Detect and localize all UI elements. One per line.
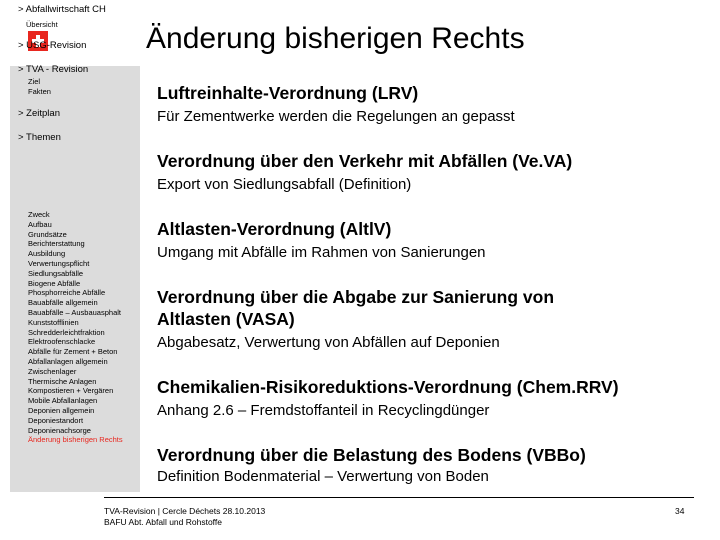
item-description: Abgabesatz, Verwertung von Abfällen auf Deponien [157, 334, 500, 351]
item-heading: Altlasten-Verordnung (AltlV) [157, 219, 392, 239]
content-item [157, 444, 586, 485]
topic-item[interactable]: Kompostieren + Vergären [28, 386, 114, 396]
topic-item[interactable]: Thermische Anlagen [28, 376, 97, 386]
nav-themen[interactable]: > Themen [18, 132, 61, 143]
topic-item[interactable]: Zweck [28, 210, 50, 219]
page-number: 34 [675, 506, 685, 516]
item-heading: Verordnung über den Verkehr mit Abfällen (Ve.VA) [157, 151, 573, 171]
nav-tva-revision[interactable]: > TVA - Revision [18, 64, 89, 75]
nav-zeitplan[interactable]: > Zeitplan [18, 108, 60, 119]
topic-item[interactable]: Aufbau [28, 219, 52, 229]
topic-item[interactable]: Abfallanlagen allgemein [28, 356, 108, 366]
item-description: Anhang 2.6 – Fremdstoffanteil in Recyclingdünger [157, 402, 490, 419]
content-item [157, 218, 486, 261]
item-description: Definition Bodenmaterial – Verwertung von Boden [157, 468, 489, 485]
item-description: Für Zementwerke werden die Regelungen an gepasst [157, 108, 515, 125]
topic-item[interactable]: Siedlungsabfälle [28, 268, 84, 278]
topic-item[interactable]: Ausbildung [28, 249, 66, 259]
footer [104, 506, 265, 527]
topic-item[interactable]: Biogene Abfälle [28, 278, 81, 288]
page-title: Änderung bisherigen Rechts [146, 22, 525, 55]
item-heading-line1: Verordnung über die Abgabe zur Sanierung von [157, 287, 555, 307]
topic-item[interactable]: Bauabfälle allgemein [28, 298, 98, 308]
topic-list [28, 210, 123, 445]
topic-item[interactable]: Kunststofflinien [28, 317, 79, 327]
content-item [157, 286, 554, 351]
item-heading-line2: Altlasten (VASA) [157, 309, 295, 329]
footer-org: BAFU Abt. Abfall und Rohstoffe [104, 516, 222, 527]
item-heading: Verordnung über die Belastung des Bodens (VBBo) [157, 445, 586, 465]
topic-item[interactable]: Phosphorreiche Abfälle [28, 288, 106, 298]
item-heading: Luftreinhalte-Verordnung (LRV) [157, 83, 419, 103]
nav-ziel[interactable]: Ziel [28, 77, 41, 86]
nav-fakten[interactable]: Fakten [28, 87, 51, 96]
item-heading: Chemikalien-Risikoreduktions-Verordnung (Chem.RRV) [157, 377, 619, 397]
item-description: Export von Siedlungsabfall (Definition) [157, 176, 412, 193]
topic-item[interactable]: Deponienachsorge [28, 425, 91, 435]
topic-item[interactable]: Zwischenlager [28, 366, 77, 376]
topic-item[interactable]: Deponien allgemein [28, 405, 95, 415]
content-item [157, 82, 515, 125]
topic-item[interactable]: Deponiestandort [28, 415, 84, 425]
footer-divider [104, 497, 694, 498]
nav-usg-revision[interactable]: > USG-Revision [18, 40, 87, 51]
topic-item[interactable]: Berichterstattung [28, 239, 85, 249]
topic-item[interactable]: Mobile Abfallanlagen [28, 396, 98, 406]
item-description: Umgang mit Abfälle im Rahmen von Sanierungen [157, 244, 486, 261]
topic-item[interactable]: Elektroofenschlacke [28, 337, 96, 347]
nav-uebersicht[interactable]: Übersicht [26, 20, 58, 29]
topic-item[interactable]: Bauabfälle – Ausbauasphalt [28, 307, 121, 317]
nav-abfallwirtschaft[interactable]: > Abfallwirtschaft CH [18, 4, 106, 15]
topic-item[interactable]: Grundsätze [28, 229, 67, 239]
topic-item[interactable]: Verwertungspflicht [28, 258, 90, 268]
topic-item[interactable]: Schredderleichtfraktion [28, 327, 105, 337]
footer-event: TVA-Revision | Cercle Déchets 28.10.2013 [104, 506, 266, 516]
content-item [157, 376, 619, 419]
topic-item[interactable]: Abfälle für Zement + Beton [28, 347, 118, 357]
content-item [157, 150, 572, 193]
topic-item-active[interactable]: Änderung bisherigen Rechts [28, 435, 123, 445]
